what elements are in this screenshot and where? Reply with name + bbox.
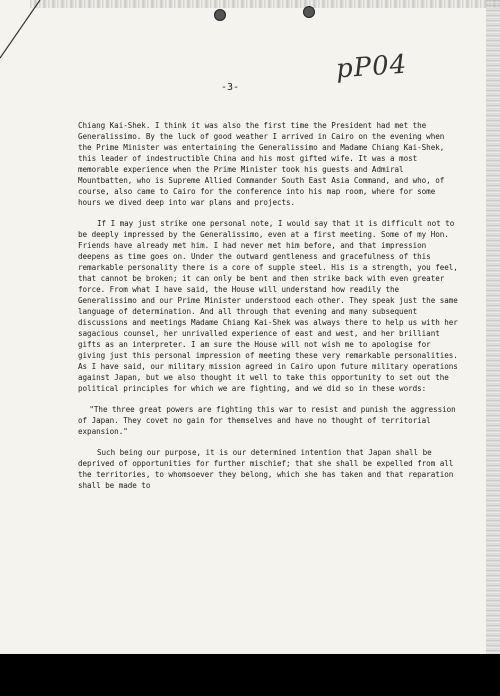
corner-fold-mark <box>0 0 60 70</box>
handwritten-annotation: pP04 <box>335 49 409 85</box>
punch-hole-left <box>214 9 226 21</box>
scan-noise-top <box>30 0 500 8</box>
punch-hole-right <box>303 6 315 18</box>
paragraph-2: If I may just strike one personal note, I would say that it is difficult not to be deeply impressed by the Generalissimo, even at a first meeting. Some of my Hon. Friends have already met him. I had never met him before, and that impression deepens as time goes on. Under the outward gentleness and gracefulness of this remarkable personality there is a core of supple steel. His is a strength, you feel, that cannot be broken; it can only be bent and then strike back with even greater force. From what I have said, the House will understand how readily the Generalissimo and our Prime Minister understood each other. They speak just the same language of determination. And all through that evening and many subsequent discussions and meetings Madame Chiang Kai-Shek was always there to help us with her sagacious counsel, her unrivalled experience of east and west, and her brilliant gifts as an interpreter. I am sure the House will not wish me to apologise for giving just this personal impression of meeting these very remarkable personalities. As I have said, our military mission agreed in Cairo upon future military operations against Japan, but we also thought it well to take this opportunity to set out the political principles for which we are fighting, and we did so in these words: <box>78 219 458 393</box>
scan-bottom-border <box>0 654 500 696</box>
page-number: -3- <box>221 82 240 93</box>
paragraph-1: Chiang Kai-Shek. I think it was also the first time the President had met the Generalissimo. By the luck of good weather I arrived in Cairo on the evening when the Prime Minister was entertaining the Generalissimo and Madame Chiang Kai-Shek, this leader of indestructible China and his most gifted wife. It was a most memorable experience when the Prime Minister took his guests and Admiral Mountbatten, who is Supreme Allied Commander South East Asia Command, and who, of course, also came to Cairo for the conference into his map room, where for some hours we dived deep into war plans and projects. <box>78 121 445 207</box>
document-body <box>78 120 458 501</box>
paragraph-3: Such being our purpose, it is our determined intention that Japan shall be deprived of opportunities for further mischief; that she shall be expelled from all the territories, to whomsoever they belong, which she has taken and that reparation shall be made to <box>78 448 454 490</box>
quotation: "The three great powers are fighting this war to resist and punish the aggression of Japan. They covet no gain for themselves and have no thought of territorial expansion." <box>78 405 456 436</box>
scan-noise-edge <box>486 0 500 654</box>
